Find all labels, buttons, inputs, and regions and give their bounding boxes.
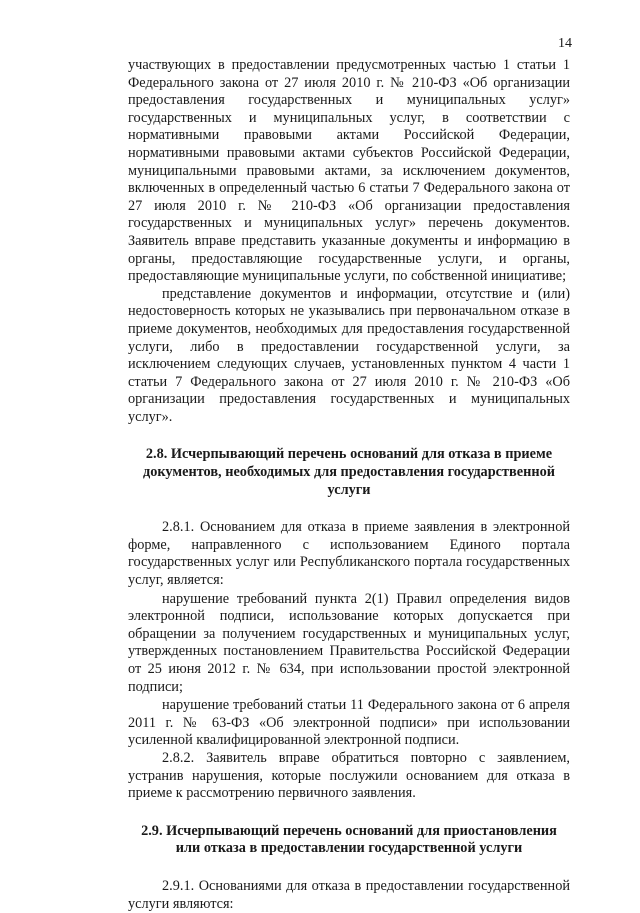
paragraph-continuation: участвующих в предоставлении предусмотренных частью 1 статьи 1 Федерального закона от 27 июля 2010 г. № 210-ФЗ «Об организации предоставления государственных и муниципальных услуг» государственных и муниципальных услуг, в соответствии с нормативными правовыми актами Российской Федерации, нормативными правовыми актами субъектов Российской Федерации, муниципальными правовыми актами, за исключением документов, включенных в определенный частью 6 статьи 7 Федерального закона от 27 июля 2010 г. № 210-ФЗ «Об организации предоставления государственных и муниципальных услуг» перечень документов. Заявитель вправе представить указанные документы и информацию в органы, предоставляющие государственные услуги, и органы, предоставляющие муниципальные услуги, по собственной инициативе;: [128, 57, 570, 285]
list-item-signature-rules: нарушение требований пункта 2(1) Правил определения видов электронной подписи, использование которых допускается при обращении за получением государственных и муниципальных услуг, утвержденных постановлением Правительства Российской Федерации от 25 июня 2012 г. № 634, при использовании простой электронной подписи;: [128, 590, 570, 695]
section-heading-2-9: 2.9. Исчерпывающий перечень оснований для приостановления или отказа в предоставлении государственной услуги: [141, 822, 557, 857]
section-heading-2-8: 2.8. Исчерпывающий перечень оснований для отказа в приеме документов, необходимых для предоставления государственной услуги: [143, 446, 555, 498]
list-item-qualified-signature: нарушение требований статьи 11 Федерального закона от 6 апреля 2011 г. № 63-ФЗ «Об электронной подписи» при использовании усиленной квалифицированной электронной подписи.: [128, 697, 570, 749]
page-number: 14: [558, 36, 572, 51]
paragraph-documents-representation: представление документов и информации, отсутствие и (или) недостоверность которых не указывались при первоначальном отказе в приеме документов, необходимых для предоставления государственной услуги, либо в предоставлении государственной услуги, за исключением следующих случаев, установленных пунктом 4 части 1 статьи 7 Федерального закона от 27 июля 2010 г. № 210-ФЗ «Об организации предоставления государственных и муниципальных услуг».: [128, 285, 570, 425]
paragraph-2-8-2: 2.8.2. Заявитель вправе обратиться повторно с заявлением, устранив нарушения, которые послужили основанием для отказа в приеме к рассмотрению первичного заявления.: [128, 749, 570, 802]
paragraph-2-9-1: 2.9.1. Основаниями для отказа в предоставлении государственной услуги являются:: [128, 877, 570, 912]
document-body: [128, 57, 570, 913]
paragraph-2-8-1: 2.8.1. Основанием для отказа в приеме заявления в электронной форме, направленного с использованием Единого портала государственных услуг или Республиканского портала государственных услуг, является:: [128, 519, 570, 589]
